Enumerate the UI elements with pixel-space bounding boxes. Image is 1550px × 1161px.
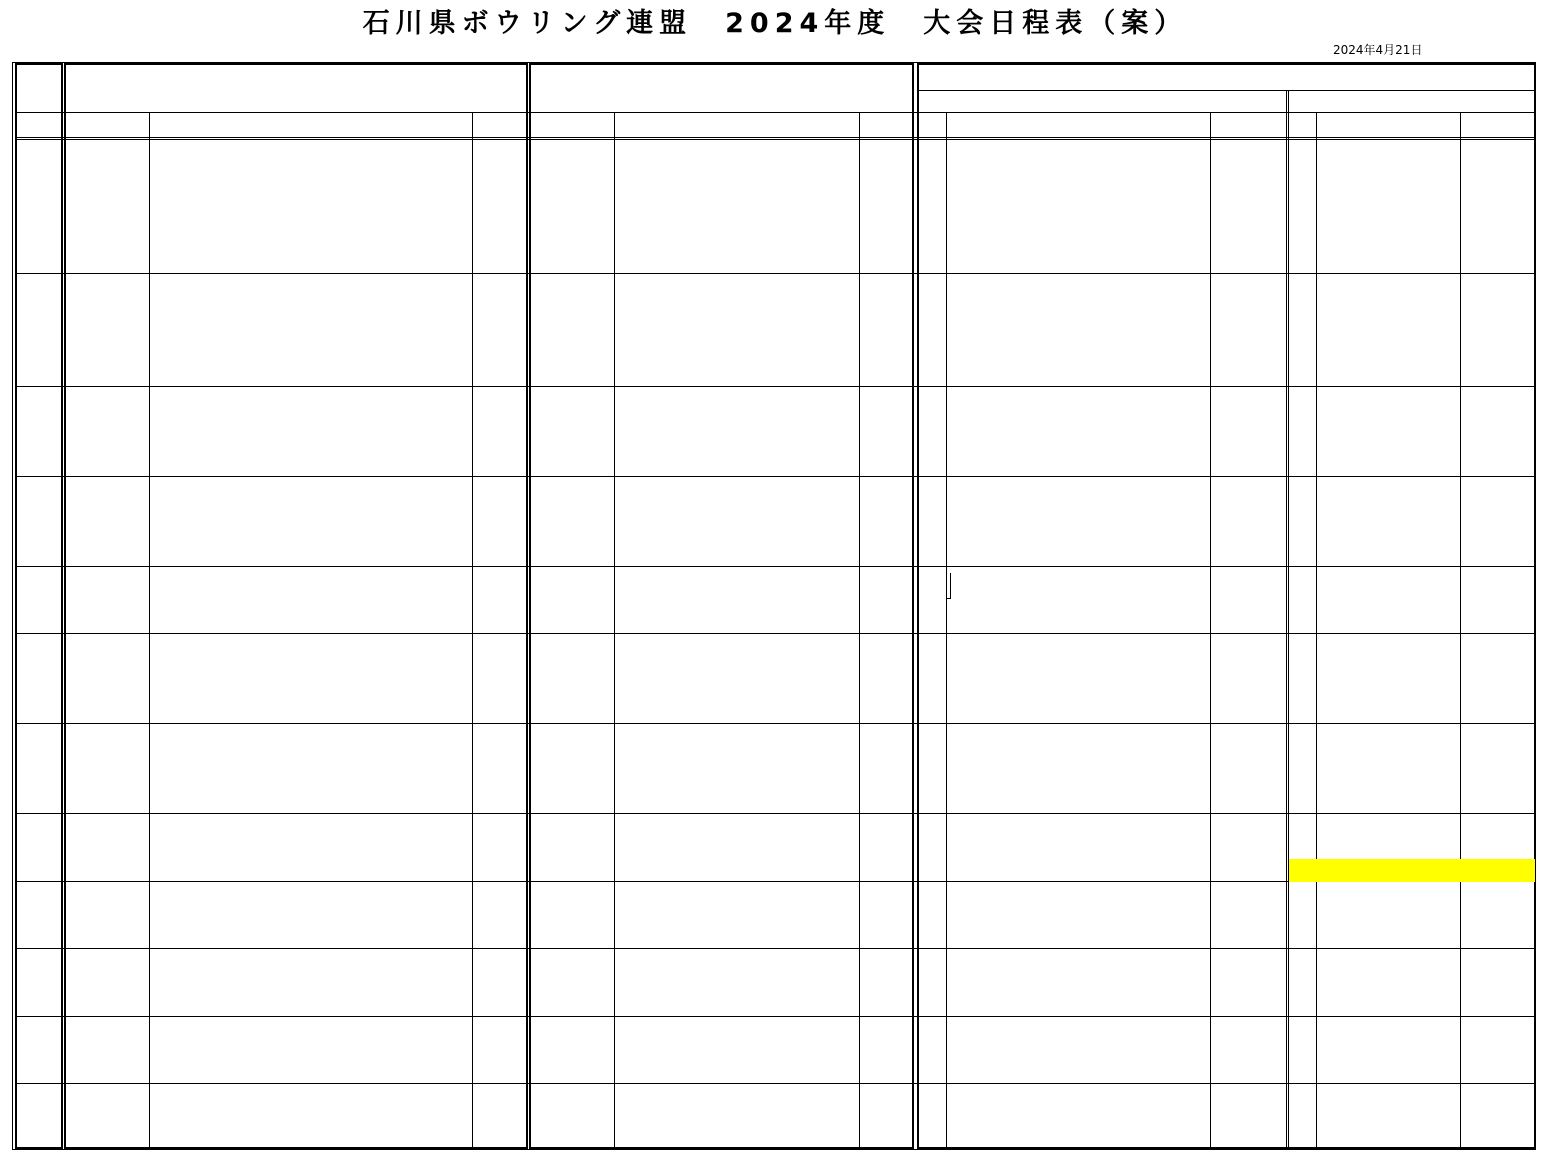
highlight-row (1289, 859, 1535, 882)
zen-column-line (149, 112, 150, 1149)
month-row-divider (15, 386, 1536, 387)
column-header-divider-2 (15, 139, 1536, 140)
group-header-divider (15, 112, 1536, 113)
league-column-line (1460, 112, 1461, 1149)
month-row-divider (15, 948, 1536, 949)
month-row-divider (15, 476, 1536, 477)
month-row-divider (15, 1016, 1536, 1017)
hokushin-column-line (614, 112, 615, 1149)
kyogikai-column-line (1210, 112, 1211, 1149)
month-row-divider (15, 813, 1536, 814)
month-row-divider (15, 566, 1536, 567)
month-row-divider (15, 1083, 1536, 1084)
schedule-title: 石川県ボウリング連盟 2024年度 大会日程表（案） (362, 8, 1188, 39)
kyogikai-column-line (946, 112, 947, 1149)
ishikawa-section-line-2 (1288, 90, 1289, 1149)
box-ishikawa (917, 63, 1536, 1149)
hokushin-column-line (859, 112, 860, 1149)
month-row-divider (15, 633, 1536, 634)
schedule-table (12, 62, 1536, 1150)
ishikawa-section-line (1286, 90, 1287, 1149)
bracket-mark (947, 573, 951, 599)
league-column-line (1316, 112, 1317, 1149)
ishikawa-header-divider (917, 90, 1536, 91)
zen-column-line (472, 112, 473, 1149)
box-zen (64, 63, 528, 1149)
column-header-divider (15, 137, 1536, 138)
box-month (15, 63, 63, 1149)
month-row-divider (15, 723, 1536, 724)
document-date: 2024年4月21日 (1333, 43, 1423, 57)
box-hokushin (529, 63, 914, 1149)
month-row-divider (15, 273, 1536, 274)
